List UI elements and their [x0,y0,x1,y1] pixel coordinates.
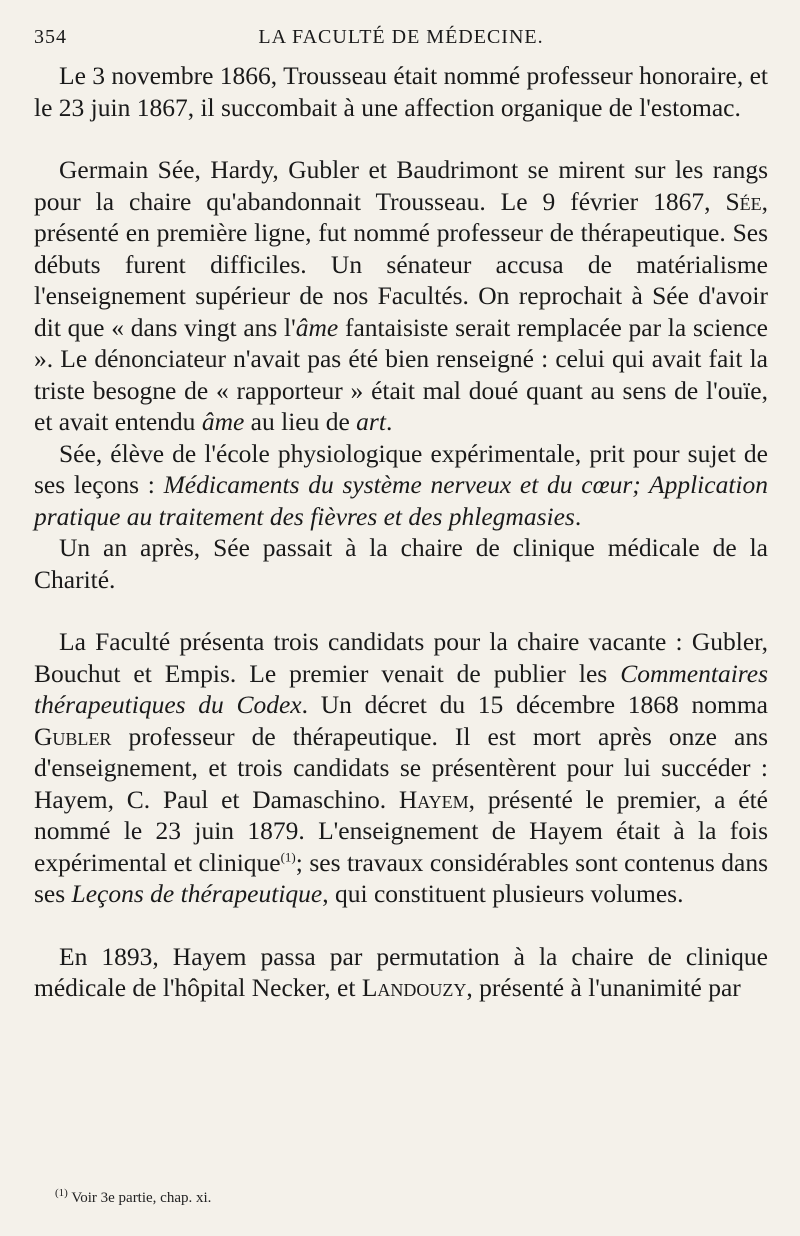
section-gap [34,123,768,154]
text-run: . [574,501,582,531]
italic-commentaires: Commentaires thérapeutiques du Codex [34,658,768,719]
footnote-reference[interactable]: (1) [280,849,296,864]
italic-lecons: Leçons de thérapeutique [71,879,323,908]
section-gap [34,595,768,626]
text-run: ; ses travaux considérables sont contenus dans ses [34,847,768,908]
name-gubler: Gubler [34,721,112,751]
text-run: En 1893, Hayem passa par permutation à la chaire de clinique médicale de l'hôpital Necker, et [34,941,768,1002]
text-run: , présenté le premier, a été nommé le 23 juin 1879. L'enseignement de Hayem était à la fois expérimental et clinique [34,784,768,877]
italic-art: art [356,407,386,436]
footnote [55,1187,211,1207]
text-run: professeur de thérapeutique. Il est mort après onze ans d'enseignement, et trois candidats se présentèrent pour lui succéder : Hayem, C. Paul et Damaschino. [34,721,768,814]
name-landouzy: Landouzy [361,973,467,1002]
name-hayem: Hayem [398,784,469,814]
text-run: au lieu de [244,407,357,436]
text-run: . [385,407,393,436]
page-number: 354 [34,26,67,48]
paragraph-landouzy [34,941,768,1004]
footnote-text: Voir 3e partie, chap. xi. [71,1190,212,1206]
italic-lesson-title: Médicaments du système nerveux et du cœur; Application pratique au traitement des fièvres et des phlegmasies [34,470,768,531]
page-header [34,26,768,54]
name-see: Sée [725,186,762,216]
text-run: La Faculté présenta trois candidats pour la chaire vacante : Gubler, Bouchut et Empis. Le premier venait de publier les [34,627,768,688]
body-text [34,60,768,1004]
paragraph-gubler-hayem [34,626,768,910]
paragraph-see-lessons [34,438,768,533]
footnote-mark: (1) [55,1187,68,1199]
text-run: , qui constituent plusieurs volumes. [322,879,684,908]
section-gap [34,910,768,941]
text-run: , présenté à l'unanimité par [466,973,741,1002]
italic-ame: âme [295,312,339,342]
running-title: LA FACULTÉ DE MÉDECINE. [258,26,544,48]
text-run: fantaisiste serait remplacée par la science ». Le dénonciateur n'avait pas été bien renseigné : celui qui avait fait la triste besogne de « rapporteur » était mal doué quant au sens de l'ouïe, et avait entendu [34,312,768,436]
text-run: , présenté en première ligne, fut nommé professeur de thérapeutique. Ses débuts furent difficiles. Un sénateur accusa de matérialisme l'enseignement supérieur de nos Facultés. On reprochait à Sée d'avoir dit que « dans vingt ans l' [34,186,768,342]
paragraph-trousseau: Le 3 novembre 1866, Trousseau était nommé professeur honoraire, et le 23 juin 1867, il succombait à une affection organique de l'estomac. [34,61,768,122]
paragraph-see-appointment [34,154,768,438]
text-run: Germain Sée, Hardy, Gubler et Baudrimont se mirent sur les rangs pour la chaire qu'abandonnait Trousseau. Le 9 février 1867, [34,155,768,216]
paragraph-see-charite: Un an après, Sée passait à la chaire de clinique médicale de la Charité. [34,533,768,594]
text-run: Sée, élève de l'école physiologique expérimentale, prit pour sujet de ses leçons : [34,438,768,499]
italic-ame: âme [201,407,245,436]
text-run: . Un décret du 15 décembre 1868 nomma [301,690,768,719]
